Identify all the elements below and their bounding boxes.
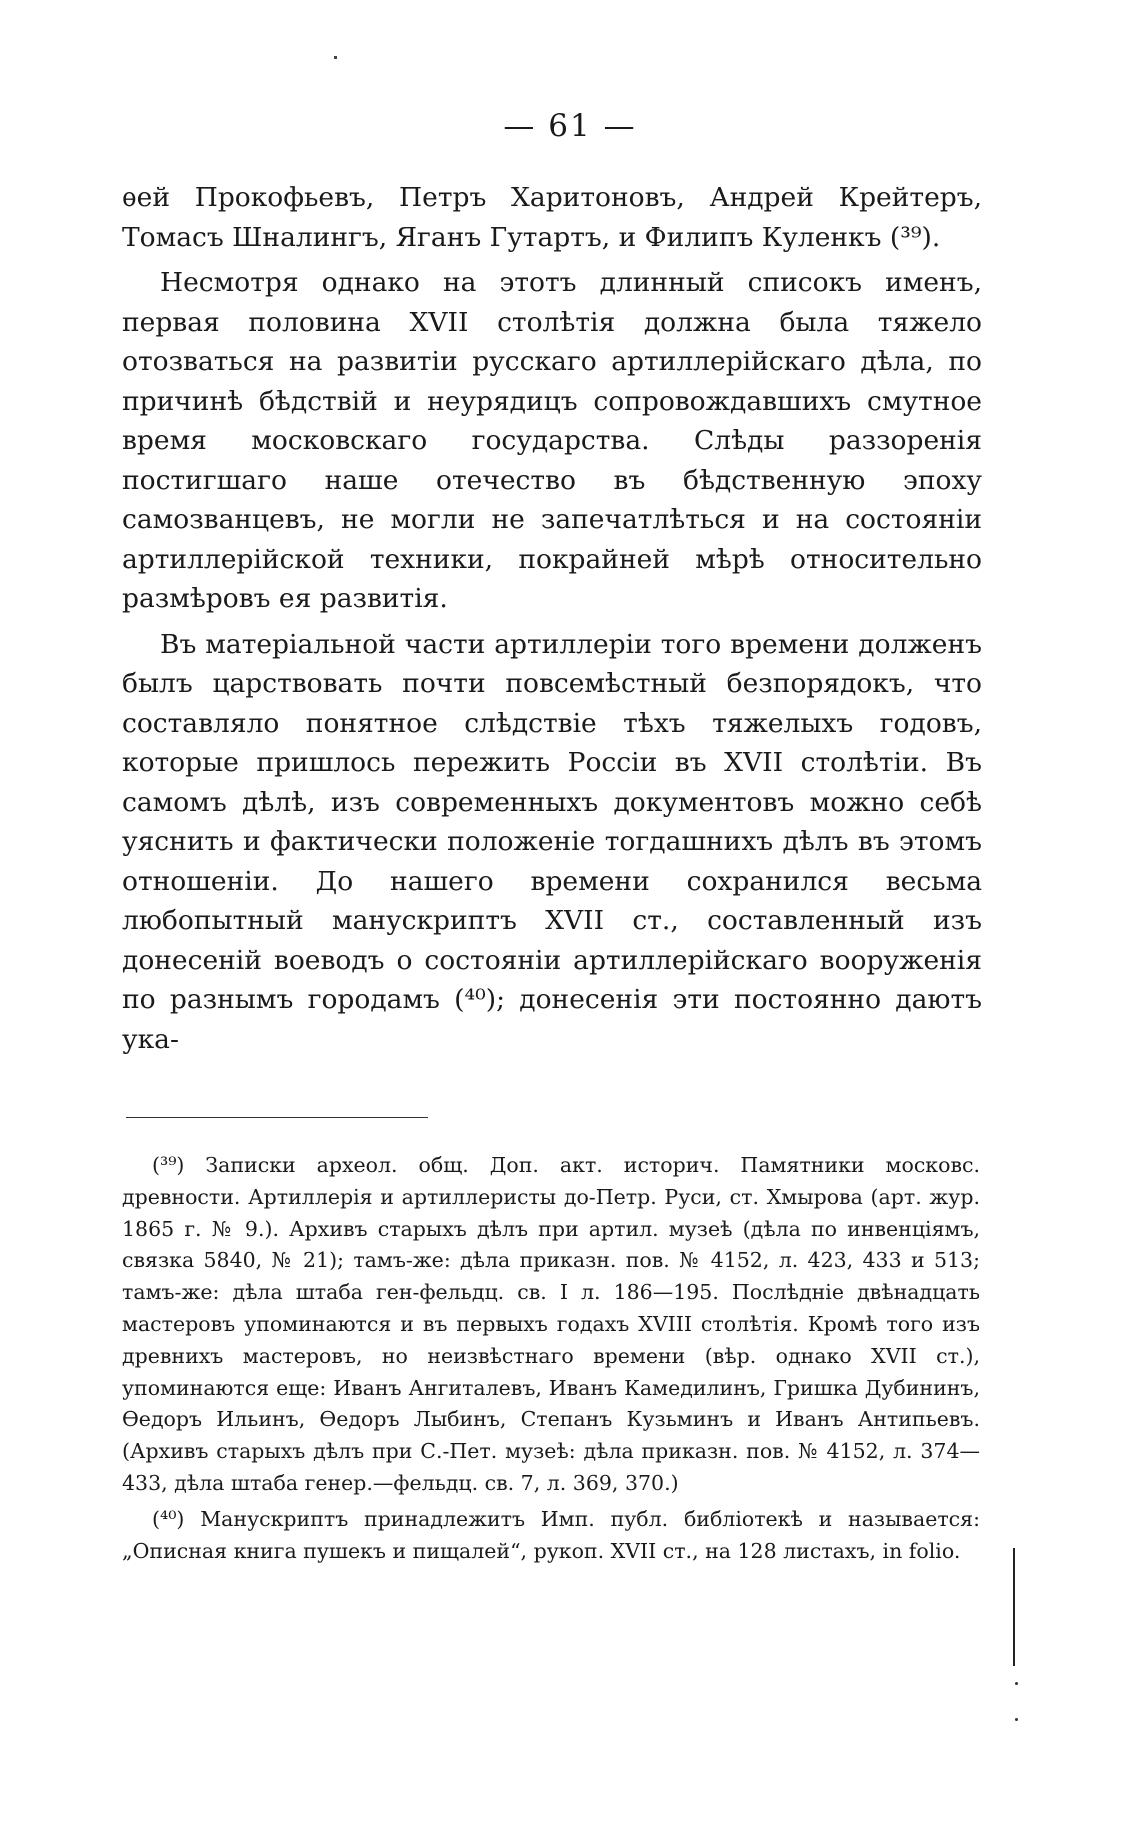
paragraph: Въ матеріальной части артиллеріи того времени долженъ былъ царствовать почти повсемѣстный безпорядокъ, что составляло понятное слѣдствіе тѣхъ тяжелыхъ годовъ, которые пришлось пережить Россіи въ XVII столѣтіи. Въ самомъ дѣлѣ, изъ современныхъ документовъ можно себѣ уяснить и фактически положеніе тогдашнихъ дѣлъ въ этомъ отношеніи. До нашего времени сохранился весьма любопытный манускриптъ XVII ст., составленный изъ донесеній воеводъ о состояніи артиллерійскаго вооруженія по разнымъ городамъ (⁴⁰); донесенія эти постоянно даютъ ука-	[122, 628, 982, 1055]
paragraph-continuation: ѳей Прокофьевъ, Петръ Харитоновъ, Андрей Крейтеръ, Томасъ Шналингъ, Яганъ Гутартъ, и Филипъ Куленкъ (³⁹).	[122, 182, 982, 253]
page-number: — 61 —	[503, 108, 637, 144]
footnotes	[122, 1150, 980, 1567]
margin-scan-dot	[1015, 1718, 1018, 1721]
paragraph: Несмотря однако на этотъ длинный списокъ именъ, первая половина XVII столѣтія должна была тяжело отозваться на развитіи русскаго артиллерійскаго дѣла, по причинѣ бѣдствій и неурядицъ сопровождавшихъ смутное время московскаго государства. Слѣды раззоренія постигшаго наше отечество въ бѣдственную эпоху самозванцевъ, не могли не запечатлѣться и на состояніи артиллерійской техники, покрайней мѣрѣ относительно размѣровъ ея развитія.	[122, 267, 982, 614]
footnote-39: (³⁹) Записки археол. общ. Доп. акт. историч. Памятники московс. древности. Артиллерія и артиллеристы до-Петр. Руси, ст. Хмырова (арт. жур. 1865 г. № 9.). Архивъ старыхъ дѣлъ при артил. музеѣ (дѣла по инвенціямъ, связка 5840, № 21); тамъ-же: дѣла приказн. пов. № 4152, л. 423, 433 и 513; тамъ-же: дѣла штаба ген-фельдц. св. I л. 186—195. Послѣдніе двѣнадцать мастеровъ упоминаются и въ первыхъ годахъ XVIII столѣтія. Кромѣ того изъ древнихъ мастеровъ, но неизвѣстнаго времени (вѣр. однако XVII ст.), упоминаются еще: Иванъ Ангиталевъ, Иванъ Камедилинъ, Гришка Дубининъ, Ѳедоръ Ильинъ, Ѳедоръ Лыбинъ, Степанъ Кузьминъ и Иванъ Антипьевъ. (Архивъ старыхъ дѣлъ при С.-Пет. музеѣ: дѣла приказн. пов. № 4152, л. 374—433, дѣла штаба генер.—фельдц. св. 7, л. 369, 370.)	[122, 1153, 980, 1495]
main-text	[122, 178, 982, 1059]
footnote-separator	[126, 1117, 428, 1118]
print-speck	[334, 56, 337, 59]
margin-scan-dot	[1015, 1682, 1018, 1685]
margin-scan-mark	[1013, 1548, 1015, 1666]
footnote-40: (⁴⁰) Манускриптъ принадлежитъ Имп. публ. библіотекѣ и называется: „Описная книга пушекъ и пищалей“, рукоп. XVII ст., на 128 листахъ, in folio.	[122, 1506, 980, 1563]
